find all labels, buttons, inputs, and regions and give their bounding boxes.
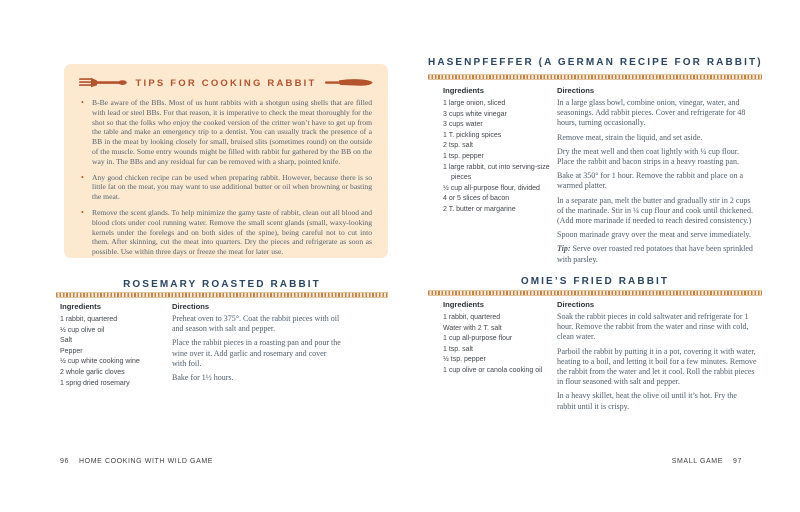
ingredients-header: Ingredients [443, 86, 484, 95]
direction-paragraph: Preheat oven to 375°. Coat the rabbit pieces with oil and season with salt and pepper. [172, 314, 340, 334]
stitch-divider [428, 290, 762, 296]
tips-box [64, 64, 388, 258]
tips-list [80, 98, 372, 257]
section-title: SMALL GAME [671, 458, 723, 465]
direction-paragraph: Bake for 1½ hours. [172, 373, 234, 383]
ingredient-item: ½ cup olive oil [60, 326, 105, 334]
direction-paragraph: Dry the meat well and then coat lightly with ¼ cup flour. Place the rabbit and bacon strips in a heavy roasting pan. [557, 146, 739, 167]
ingredient-item: ½ cup white cooking wine [60, 358, 140, 366]
ingredient-item: 1 cup all-purpose flour [443, 335, 513, 343]
footer-left [60, 458, 213, 465]
ingredient-item: ½ tsp. pepper [443, 356, 486, 364]
directions-rosemary [172, 314, 342, 387]
ingredient-item: 1 rabbit, quartered [443, 314, 501, 321]
direction-paragraph: Parboil the rabbit by putting it in a pot, covering it with water, heating to a boil, and letting it boil for a few minutes. Remove the rabbit from the water and let it cool. Roll the rabbit pieces in flour seasoned with salt and pepper. [557, 346, 757, 387]
ingredient-item: 2 tsp. salt [443, 142, 473, 150]
ingredient-item: 1 large rabbit, cut into serving-size pieces [443, 163, 550, 182]
direction-paragraph: Remove meat, strain the liquid, and set aside. [557, 132, 703, 142]
direction-paragraph: Soak the rabbit pieces in cold saltwater and refrigerate for 1 hour. Remove the rabbit from the water and rinse with cold, clean water. [557, 312, 749, 342]
ingredient-item: 3 cups water [443, 121, 483, 129]
direction-paragraph: In a heavy skillet, heat the olive oil until it’s hot. Fry the rabbit until it is crispy. [557, 391, 737, 411]
directions-header: Directions [557, 86, 595, 95]
tip-bullet: • B-Be aware of the BBs. Most of us hunt rabbits with a shotgun using shells that are filled with lead or steel BBs. For that reason, it is imperative to check the meat thoroughly for the shot so that the folks who enjoy the cooked version of the critter won’t have to get up from the table and make an emergency trip to a dentist. You can usually track the presence of a BB in the meat by looking closely for small, bruised slits (sometimes round) on the outside of the muscle. Some entry wounds might be filled with rabbit fur gathered by the BB on the way in. The BBs and any residual fur can be removed with a sharp, pointed knife. [80, 98, 372, 167]
ingredients-header: Ingredients [60, 302, 101, 311]
ingredient-list-omies [443, 313, 561, 377]
tip-bullet: • Any good chicken recipe can be used when preparing rabbit. However, because there is so little fat on the meat, you may want to use additional butter or oil when browning or basting the meat. [80, 173, 372, 202]
directions-header: Directions [557, 300, 595, 309]
recipe-title-omies: OMIE’S FRIED RABBIT [520, 276, 670, 287]
ingredient-item: 2 whole garlic cloves [60, 368, 125, 376]
direction-paragraph: Bake at 350° for 1 hour. Remove the rabbit and place on a warmed platter. [557, 171, 744, 191]
ingredient-item: 2 T. butter or margarine [443, 205, 516, 213]
knife-icon [325, 77, 373, 89]
tip-text: Serve over roasted red potatoes that have been sprinkled with parsley. [557, 244, 753, 264]
ingredient-list-hasenpfeffer [443, 99, 551, 216]
ingredient-item: 4 or 5 slices of bacon [443, 195, 510, 203]
tip-label: Tip: [557, 244, 571, 254]
ingredient-item: 1 rabbit, quartered [60, 316, 118, 323]
ingredient-item: Pepper [60, 347, 83, 355]
ingredient-item: 1 T. pickling spices [443, 131, 502, 139]
direction-paragraph: Place the rabbit pieces in a roasting pan and pour the wine over it. Add garlic and rosemary and cover with foil. [172, 338, 341, 368]
tips-title: TIPS FOR COOKING RABBIT [135, 77, 317, 89]
tip-note [557, 244, 757, 264]
tips-box-header [80, 72, 372, 94]
ingredient-item: 1 tsp. pepper [443, 152, 484, 160]
direction-paragraph: In a separate pan, melt the butter and gradually stir in 2 cups of the marinade. Stir in ¼ cup flour and cook until thickened. (Add more marinade if needed to reach desired consistency.) [557, 195, 753, 226]
ingredient-item: Salt [60, 337, 73, 345]
book-title: HOME COOKING WITH WILD GAME [79, 458, 214, 465]
ingredient-item: ½ cup all-purpose flour, divided [443, 184, 540, 192]
ingredient-item: 1 cup olive or canola cooking oil [443, 366, 543, 374]
ingredient-item: Water with 2 T. salt [443, 324, 502, 332]
tip-bullet: • Remove the scent glands. To help minimize the gamy taste of rabbit, clean out all blood and blood clots under cool running water. Remove the small scent glands (small, waxy-looking kernels under the forelegs and on both sides of the spine), being careful not to cut into them. After skinning, cut the meat into quarters. Dry the pieces and refrigerate as soon as possible. Use within three days or freeze the meat for later use. [80, 208, 372, 257]
stitch-divider [428, 74, 762, 80]
directions-omies [557, 312, 757, 416]
ingredient-item: 3 cups white vinegar [443, 110, 507, 118]
recipe-title-rosemary: ROSEMARY ROASTED RABBIT [123, 279, 321, 290]
fork-icon [79, 77, 127, 89]
page-number: 96 [60, 458, 69, 465]
directions-hasenpfeffer [557, 98, 757, 269]
footer-right [672, 458, 742, 465]
ingredient-list-rosemary [60, 315, 166, 389]
page-number: 97 [733, 458, 742, 465]
directions-header: Directions [172, 302, 210, 311]
direction-paragraph: Spoon marinade gravy over the meat and serve immediately. [557, 230, 751, 240]
recipe-title-hasenpfeffer: HASENPFEFFER (A GERMAN RECIPE FOR RABBIT) [428, 57, 763, 68]
ingredient-item: 1 large onion, sliced [443, 100, 506, 107]
direction-paragraph: In a large glass bowl, combine onion, vinegar, water, and seasonings. Add rabbit pieces. Cover and refrigerate for 48 hours, turning occasionally. [557, 98, 746, 128]
ingredient-item: 1 tsp. salt [443, 345, 473, 353]
stitch-divider [56, 292, 388, 298]
ingredient-item: 1 sprig dried rosemary [60, 379, 130, 387]
ingredients-header: Ingredients [443, 300, 484, 309]
